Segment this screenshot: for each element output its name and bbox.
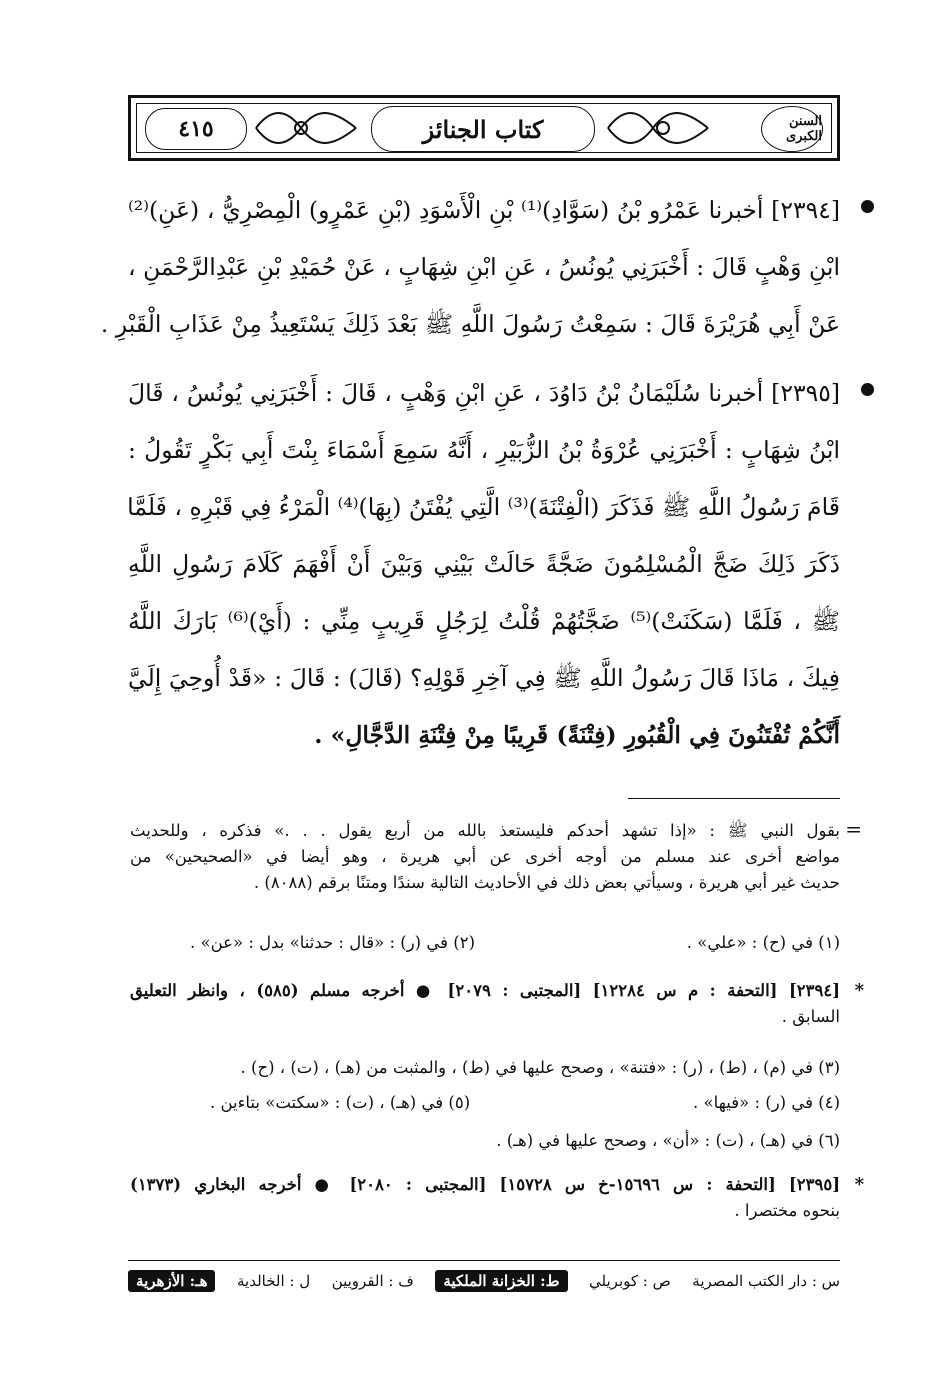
footnote-1: (١) في (ح) : «علي» . — [686, 933, 840, 952]
main-text — [100, 182, 840, 776]
footnote-line: (٦) في (هـ) ، (ت) : «أن» ، وصحح عليها في (هـ) . — [496, 1131, 840, 1150]
text-line: قَامَ رَسُولُ اللَّهِ ﷺ فَذَكَرَ (الْفِتْنَةَ)⁽³⁾ الَّتِي يُفْتَنُ (بِهَا)⁽⁴⁾ الْمَرْءُ فِي قَبْرِهِ ، فَلَمَّا — [127, 493, 840, 521]
star-icon: * — [854, 1174, 864, 1195]
footnote-continuation — [130, 817, 862, 896]
footnote-line: بقول النبي ﷺ : «إذا تشهد أحدكم فليستعذ بالله من أربع يقول . . .» فذكره ، وللحديث — [130, 821, 840, 840]
text-line: ذَكَرَ ذَلِكَ ضَجَّ الْمُسْلِمُونَ ضَجَّةً حَالَتْ بَيْنِي وَبَيْنَ أَنْ أَفْهَمَ كَلَامَ رَسُولِ اللَّهِ — [128, 550, 840, 578]
manuscript-legend — [128, 1266, 840, 1296]
text-line: أَنَّكُمْ تُفْتَنُونَ فِي الْقُبُورِ (فِتْنَةً) قَرِيبًا مِنْ فِتْنَةِ الدَّجَّالِ» . — [314, 721, 840, 749]
page-header — [128, 95, 840, 161]
footnote-separator — [628, 798, 840, 799]
footnotes-1-2 — [150, 930, 840, 956]
footnote-2: (٢) في (ر) : «قال : حدثنا» بدل : «عن» . — [190, 933, 475, 952]
text-line: ابْنِ وَهْبٍ قَالَ : أَخْبَرَنِي يُونُسُ ، عَنِ ابْنِ شِهَابٍ ، عَنْ حُمَيْدِ بْنِ عَبْدِالرَّحْمَنِ ، — [128, 253, 840, 281]
text-line: ابْنُ شِهَابٍ : أَخْبَرَنِي عُرْوَةُ بْنُ الزُّبَيْرِ ، أَنَّهُ سَمِعَ أَسْمَاءَ بِنْتَ أَبِي بَكْرٍ تَقُولُ : — [128, 436, 840, 464]
legend-s: س : دار الكتب المصرية — [692, 1272, 840, 1290]
book-logo: السنن الكبرى — [761, 106, 823, 152]
header-ornament-right — [603, 104, 713, 152]
text-line: عَنْ أَبِي هُرَيْرَةَ قَالَ : سَمِعْتُ رَسُولَ اللَّهِ ﷺ بَعْدَ ذَلِكَ يَسْتَعِيذُ مِنْ عَذَابِ الْقَبْرِ . — [100, 310, 840, 338]
hadith-2394 — [100, 182, 840, 353]
footnote-line: السابق . — [781, 1007, 840, 1026]
page-number: ٤١٥ — [145, 108, 247, 150]
takhrij-2395 — [130, 1172, 864, 1224]
text-line: [٢٣٩٤] أخبرنا عَمْرُو بْنُ (سَوَّادِ)⁽¹⁾ بْنِ الْأَسْوَدِ (بْنِ عَمْرٍو) الْمِصْرِيُّ ، (عَنِ)⁽²⁾ — [128, 196, 840, 224]
legend-separator — [128, 1260, 840, 1261]
legend-h: هـ: الأزهرية — [128, 1270, 215, 1292]
header-ornament-left — [251, 104, 361, 152]
hadith-2395 — [128, 365, 840, 764]
legend-s2: ص : كوبريلي — [589, 1272, 671, 1290]
footnote-line: [٢٣٩٤] [التحفة : م س ١٢٢٨٤] [المجتبى : ٢٠٧٩] ● أخرجه مسلم (٥٨٥) ، وانظر التعليق — [130, 981, 841, 1000]
continuation-mark: = — [845, 817, 862, 841]
legend-f: ف : القرويين — [331, 1272, 414, 1290]
footnote-line: مواضع أخرى عند مسلم من أوجه أخرى عن أبي هريرة ، وهو أيضا في «الصحيحين» من — [130, 847, 840, 866]
footnotes-4-5 — [210, 1090, 840, 1116]
footnote-line: (٣) في (م) ، (ط) ، (ر) : «فتنة» ، وصحح عليها في (ط) ، والمثبت من (هـ) ، (ت) ، (ح) . — [240, 1058, 840, 1077]
legend-l: ل : الخالدية — [237, 1272, 311, 1290]
footnote-line: [٢٣٩٥] [التحفة : س ١٥٦٩٦-خ س ١٥٧٢٨] [المجتبى : ٢٠٨٠] ● أخرجه البخاري (١٣٧٣) — [130, 1175, 841, 1194]
book-title: كتاب الجنائز — [371, 106, 595, 152]
footnote-line: بنحوه مختصرا . — [734, 1201, 840, 1220]
bullet-icon — [861, 200, 874, 213]
footnote-3 — [130, 1055, 840, 1081]
bullet-icon — [861, 383, 874, 396]
takhrij-2394 — [130, 978, 864, 1030]
footnote-4: (٤) في (ر) : «فيها» . — [693, 1093, 840, 1112]
footnote-6 — [130, 1128, 840, 1154]
legend-t: ط: الخزانة الملكية — [435, 1270, 567, 1292]
text-line: [٢٣٩٥] أخبرنا سُلَيْمَانُ بْنُ دَاوُدَ ، عَنِ ابْنِ وَهْبٍ ، قَالَ : أَخْبَرَنِي يُونُسُ ، قَالَ — [128, 379, 840, 407]
footnote-5: (٥) في (هـ) ، (ت) : «سكتت» بتاءين . — [210, 1093, 471, 1112]
text-line: ﷺ ، فَلَمَّا (سَكَنَتْ)⁽⁵⁾ ضَجَّتُهُمْ قُلْتُ لِرَجُلٍ قَرِيبٍ مِنِّي : (أَيْ)⁽⁶⁾ بَارَكَ اللَّهُ — [128, 607, 840, 635]
star-icon: * — [854, 980, 864, 1001]
text-line: فِيكَ ، مَاذَا قَالَ رَسُولُ اللَّهِ ﷺ فِي آخِرِ قَوْلِهِ؟ (قَالَ) : قَالَ : «قَدْ أُوحِيَ إِلَيَّ — [128, 664, 840, 692]
footnote-line: حديث غير أبي هريرة ، وسيأتي بعض ذلك في الأحاديث التالية سندًا ومتنًا برقم (٨٠٨٨) . — [253, 873, 840, 892]
